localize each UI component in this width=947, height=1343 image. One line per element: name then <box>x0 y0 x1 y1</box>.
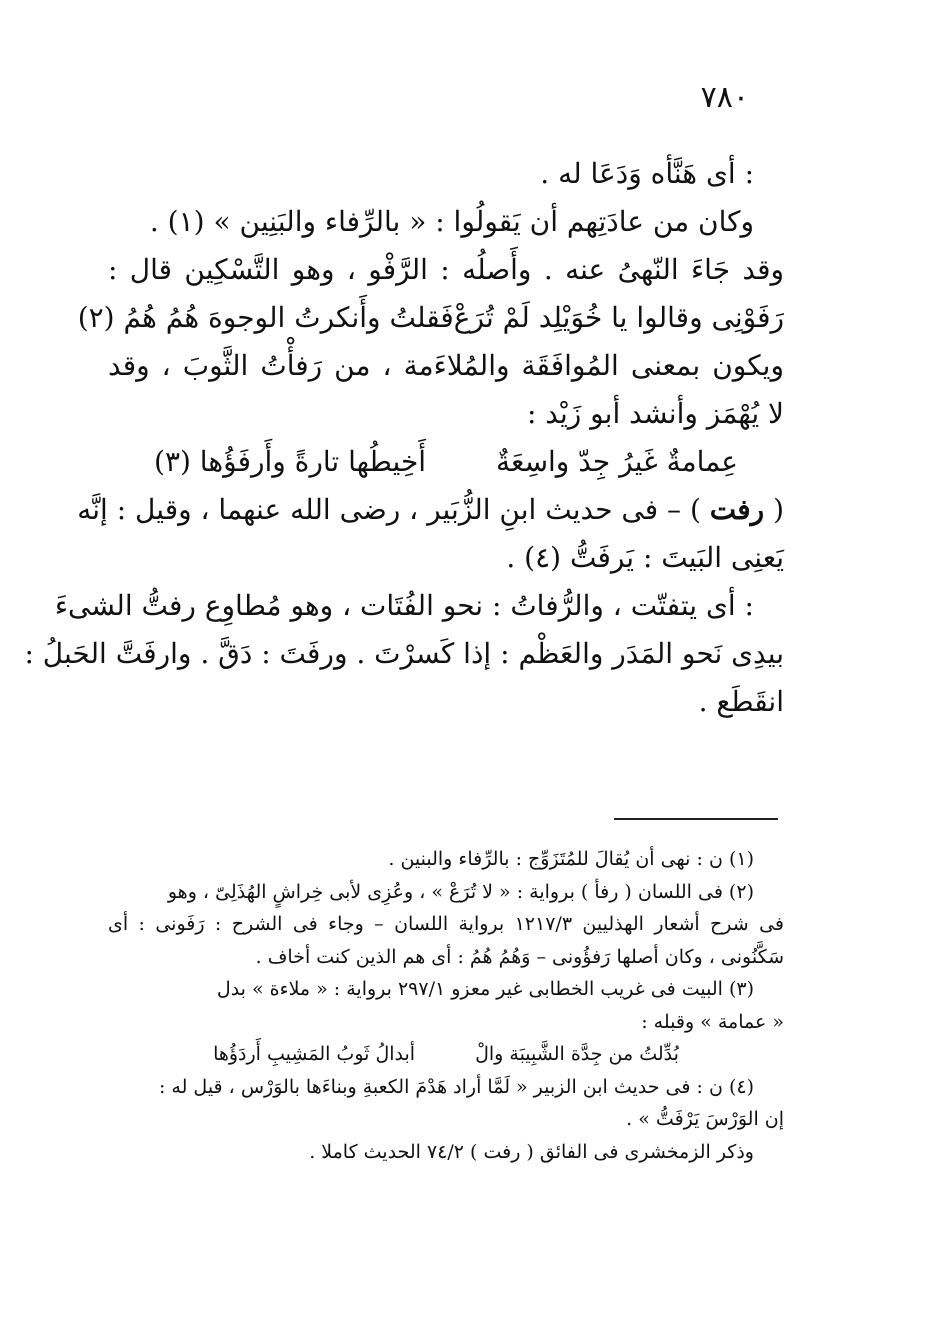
verse-hemistich-first: بُدِّلتُ من جِدَّة الشَّبِيبَة والْ <box>475 1043 679 1065</box>
footnote-line: « عمامة » وقبله : <box>641 1010 784 1033</box>
entry-heading-line <box>77 486 784 534</box>
verse-hemistich-second: أبدالُ ثَوبُ المَشِيبِ أَردَؤُها <box>213 1043 416 1065</box>
footnote-line: (٢) فى اللسان ( رفأ ) برواية : « لا تُرَعْ » ، وعُزِى لأبى خِراشٍ الهُذَلِىّ ، وهو <box>167 880 754 903</box>
verse-line <box>108 438 784 486</box>
footnote-line: (٤) ن : فى حديث ابن الزبير « لَمَّا أراد هَدْمَ الكعبةِ وبناءَها بالوَرْس ، قيل له : <box>158 1075 754 1098</box>
text-line: ويكون بمعنى المُوافَقَة والمُلاءَمة ، من رَفأْتُ الثَّوبَ ، وقد <box>108 349 784 382</box>
text-line: بيدِى نَحو المَدَر والعَظْم : إذا كَسرْتَ . ورفَتَ : دَقَّ . وارفَتَّ الحَبلُ : <box>24 637 784 670</box>
footnote-separator <box>614 818 778 820</box>
footnote-line: وذكر الزمخشرى فى الفائق ( رفت ) ٧٤/٢ الحديث كاملا . <box>309 1140 754 1163</box>
entry-heading-text: ) – فى حديث ابنِ الزُّبَير ، رضى الله عنهما ، وقيل : إنَّه <box>77 493 710 526</box>
footnote-line: سَكَّنُونى ، وكان أصلها رَفؤُونى – وَهُمُ هُمُ : أى هم الذين كنت أخاف . <box>255 945 784 968</box>
text-line: : أى هَنَّأه وَدَعَا له . <box>540 157 754 190</box>
main-text <box>24 150 784 726</box>
footnotes <box>108 843 784 1168</box>
verse-hemistich-first: عِمامةٌ غَيرُ جِدّ واسِعَةٌ <box>496 445 739 478</box>
text-line: يَعنِى البَيتَ : يَرفَتُّ (٤) . <box>506 541 784 574</box>
verse-hemistich-second: أَخِيطُها تارةً وأَرفَؤُها (٣) <box>154 445 427 478</box>
entry-headword: رفت <box>709 493 765 526</box>
text-line: : أى يتفتّت ، والرُّفاتُ : نحو الفُتَات ، وهو مُطاوِع رفتُّ الشىءَ <box>54 589 754 622</box>
footnote-line: (٣) البيت فى غريب الخطابى غير معزو ٢٩٧/١ برواية : « ملاءة » بدل <box>216 978 754 1000</box>
text-line: وقد جَاءَ النّهىُ عنه . وأَصلُه : الرَّفْو ، وهو التَّسْكِين قال : <box>108 253 784 286</box>
entry-open-paren: ( <box>764 493 784 526</box>
text-line: لا يُهْمَز وأنشد أبو زَيْد : <box>526 397 784 430</box>
verse-hemistich-second: فَقلتُ وأَنكرتُ الوجوهَ هُمُ هُمُ (٢) <box>77 301 454 334</box>
footnote-verse <box>108 1038 784 1071</box>
footnote-line: إن الوَرْسَ يَرْفَتُّ » . <box>626 1108 784 1130</box>
verse-hemistich-first: رَفَوْنِى وقالوا يا خُوَيْلِد لَمْ تُرَعْ <box>453 301 784 334</box>
text-line: انقَطَع . <box>698 685 784 718</box>
page-number: ٧٨٠ <box>700 80 749 115</box>
verse-line <box>77 294 784 342</box>
text-line: وكان من عادَتِهم أن يَقولُوا : « بالرِّفاء والبَنِين » (١) . <box>149 205 754 238</box>
footnote-line: فى شرح أشعار الهذليين ١٢١٧/٣ برواية اللسان – وجاء فى الشرح : رَفَونى : أى <box>108 913 785 935</box>
footnote-line: (١) ن : نهى أن يُقالَ للمُتَزَوِّج : بالرِّفاء والبنين . <box>388 848 754 870</box>
